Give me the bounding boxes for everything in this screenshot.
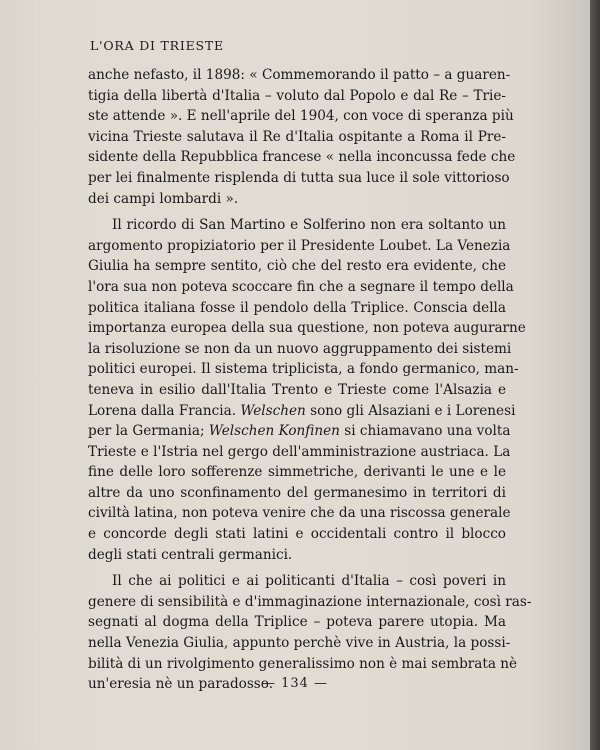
text-line: ste attende ». E nell'aprile del 1904, con voce di speranza più bbox=[88, 108, 514, 125]
text-line: nella Venezia Giulia, appunto perchè vive in Austria, la possi- bbox=[88, 635, 511, 652]
text-line: importanza europea della sua questione, non poteva augurarne bbox=[88, 320, 526, 337]
text-line: per la Germania; Welschen Konfinen si chiamavano una volta bbox=[88, 423, 511, 440]
text-line: degli stati centrali germanici. bbox=[88, 546, 293, 563]
text-line: anche nefasto, il 1898: « Commemorando il patto – a guaren- bbox=[88, 67, 511, 83]
text-line: Trieste e l'Istria nel gergo dell'amministrazione austriaca. La bbox=[88, 443, 511, 460]
text-line: un'eresia nè un paradosso. bbox=[88, 676, 274, 693]
text-line: segnati al dogma della Triplice – poteva parere utopia. Ma bbox=[88, 614, 506, 631]
text-line: tigia della libertà d'Italia – voluto dal Popolo e dal Re – Trie- bbox=[88, 87, 506, 104]
book-page-edge bbox=[590, 0, 600, 750]
text-line: Il ricordo di San Martino e Solferino non era soltanto un bbox=[112, 217, 506, 234]
paragraph-2 bbox=[88, 215, 526, 565]
text-line: e concorde degli stati latini e occidentali contro il blocco bbox=[88, 526, 506, 543]
text-line: fine delle loro sofferenze simmetriche, derivanti le une e le bbox=[88, 464, 506, 481]
text-line: sidente della Repubblica francese « nella inconcussa fede che bbox=[88, 149, 516, 166]
page-number: — 134 — bbox=[261, 676, 329, 691]
text-line: Lorena dalla Francia. Welschen sono gli Alsaziani e i Lorenesi bbox=[88, 402, 516, 419]
text-line: civiltà latina, non poteva venire che da una riscossa generale bbox=[88, 505, 511, 522]
text-line: per lei finalmente risplenda di tutta sua luce il sole vittorioso bbox=[88, 169, 510, 186]
text-line: teneva in esilio dall'Italia Trento e Trieste come l'Alsazia e bbox=[88, 381, 506, 398]
text-line: politica italiana fosse il pendolo della Triplice. Conscia della bbox=[88, 299, 506, 316]
text-line: la risoluzione se non da un nuovo aggruppamento dei sistemi bbox=[88, 340, 512, 357]
paragraph-1 bbox=[88, 65, 516, 209]
text-line: politici europei. Il sistema triplicista, a fondo germanico, man- bbox=[88, 361, 519, 378]
text-line: bilità di un rivolgimento generalissimo non è mai sembrata nè bbox=[88, 655, 518, 672]
text-line: argomento propiziatorio per il Presidente Loubet. La Venezia bbox=[88, 237, 511, 254]
text-line: Giulia ha sempre sentito, ciò che del resto era evidente, che bbox=[88, 258, 506, 275]
text-line: dei campi lombardi ». bbox=[88, 190, 239, 207]
running-head: L'ORA DI TRIESTE bbox=[90, 38, 224, 53]
text-line: genere di sensibilità e d'immaginazione internazionale, così ras- bbox=[88, 593, 532, 610]
text-line: Il che ai politici e ai politicanti d'Italia – così poveri in bbox=[112, 573, 506, 590]
text-line: vicina Trieste salutava il Re d'Italia ospitante a Roma il Pre- bbox=[88, 128, 506, 145]
body-text bbox=[88, 65, 532, 695]
text-line: l'ora sua non poteva scoccare fin che a segnare il tempo della bbox=[88, 278, 514, 295]
text-line: altre da uno sconfinamento del germanesimo in territori di bbox=[88, 484, 506, 501]
